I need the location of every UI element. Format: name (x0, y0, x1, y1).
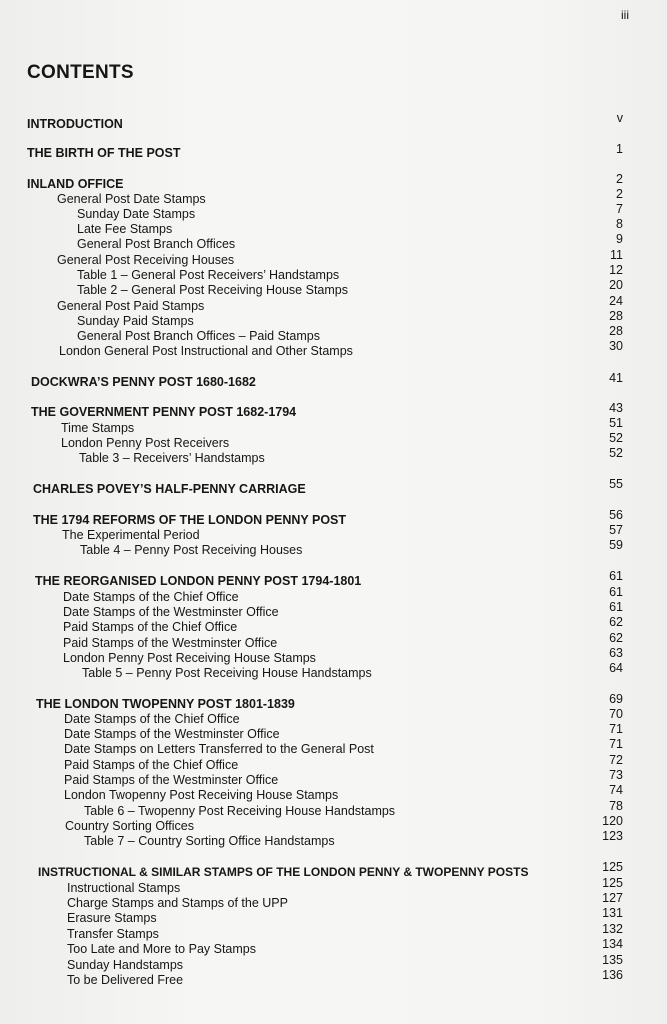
toc-entry-page: 52 (609, 431, 623, 445)
toc-entry-page: 125 (602, 876, 623, 890)
toc-entry-page: 61 (609, 585, 623, 599)
toc-entry-title: Sunday Date Stamps (77, 207, 196, 221)
toc-entry-title: INLAND OFFICE (27, 177, 124, 191)
toc-entry-title: General Post Branch Offices (77, 237, 236, 251)
toc-entry-title: Table 3 – Receivers’ Handstamps (79, 451, 265, 465)
toc-entry-title: General Post Branch Offices – Paid Stamps (77, 329, 320, 343)
toc-entry-page: 73 (609, 768, 623, 782)
toc-entry-page: 51 (609, 416, 623, 430)
toc-entry-title: THE LONDON TWOPENNY POST 1801-1839 (36, 697, 295, 711)
toc-entry-title: Date Stamps of the Westminster Office (63, 605, 279, 619)
toc-entry-page: 64 (609, 661, 623, 675)
toc-entry-title: General Post Receiving Houses (57, 253, 235, 267)
toc-entry-title: Paid Stamps of the Chief Office (64, 758, 239, 772)
toc-entry-title: Table 2 – General Post Receiving House Stamps (77, 283, 348, 297)
toc-entry-title: THE GOVERNMENT PENNY POST 1682-1794 (31, 405, 297, 419)
toc-entry-page: 28 (609, 309, 623, 323)
toc-entry-page: 72 (609, 753, 623, 767)
toc-entry-title: Sunday Handstamps (67, 958, 184, 972)
toc-entry-title: Table 7 – Country Sorting Office Handstamps (84, 834, 335, 848)
toc-entry-title: Table 6 – Twopenny Post Receiving House Handstamps (84, 804, 396, 818)
toc-entry-title: Paid Stamps of the Westminster Office (63, 636, 278, 650)
toc-entry-page: 30 (609, 339, 623, 353)
toc-entry-page: 8 (616, 217, 623, 231)
toc-entry-title: Date Stamps of the Chief Office (64, 712, 240, 726)
toc-entry-title: Table 4 – Penny Post Receiving Houses (80, 543, 303, 557)
toc-entry-title: General Post Paid Stamps (57, 299, 205, 313)
toc-entry-page: 52 (609, 446, 623, 460)
toc-entry-title: Late Fee Stamps (77, 222, 173, 236)
toc-entry-page: 12 (609, 263, 623, 277)
toc-entry-title: DOCKWRA’S PENNY POST 1680-1682 (31, 375, 256, 389)
toc-entry-page: 20 (609, 278, 623, 292)
toc-entry-page: 61 (609, 569, 623, 583)
toc-entry-page: 7 (616, 202, 623, 216)
toc-entry-page: 136 (602, 968, 623, 982)
toc-entry-title: THE REORGANISED LONDON PENNY POST 1794-1801 (35, 574, 362, 588)
toc-entry-page: 24 (609, 294, 623, 308)
toc-entry-page: 74 (609, 783, 623, 797)
toc-entry-title: London General Post Instructional and Other Stamps (59, 344, 353, 358)
toc-entry-title: THE BIRTH OF THE POST (27, 146, 181, 160)
toc-entry-page: 9 (616, 232, 623, 246)
toc-entry-title: Transfer Stamps (67, 927, 159, 941)
toc-entry-title: Date Stamps on Letters Transferred to the General Post (64, 742, 374, 756)
toc-entry-page: 55 (609, 477, 623, 491)
toc-entry-page: 1 (616, 142, 623, 156)
toc-entry-page: 62 (609, 615, 623, 629)
toc-entry-page: 132 (602, 922, 623, 936)
toc-entry-page: 69 (609, 692, 623, 706)
toc-entry-title: Table 1 – General Post Receivers’ Handstamps (77, 268, 340, 282)
toc-entry-title: Time Stamps (61, 421, 135, 435)
toc-entry-page: 63 (609, 646, 623, 660)
toc-entry-title: Too Late and More to Pay Stamps (67, 942, 256, 956)
toc-entry-page: 71 (609, 737, 623, 751)
toc-entry-title: Paid Stamps of the Westminster Office (64, 773, 279, 787)
toc-entry-title: Date Stamps of the Chief Office (63, 590, 239, 604)
toc-entry-title: London Twopenny Post Receiving House Stamps (64, 788, 339, 802)
toc-entry-page: v (616, 111, 623, 125)
toc-entry-page: 2 (616, 187, 623, 201)
toc-entry-page: 127 (602, 891, 623, 905)
toc-entry-page: 61 (609, 600, 623, 614)
toc-entry-page: 62 (609, 631, 623, 645)
toc-entry-page: 78 (609, 799, 623, 813)
toc-entry-page: 11 (610, 248, 623, 262)
toc-entry-title: General Post Date Stamps (57, 192, 206, 206)
toc-entry-title: INTRODUCTION (27, 117, 123, 131)
toc-entry-title: Paid Stamps of the Chief Office (63, 620, 238, 634)
toc-entry-page: 2 (616, 172, 623, 186)
toc-entry-title: The Experimental Period (62, 528, 200, 542)
toc-entry-page: 57 (609, 523, 623, 537)
toc-entry-page: 41 (609, 371, 623, 385)
toc-entry-title: CHARLES POVEY’S HALF-PENNY CARRIAGE (33, 482, 306, 496)
toc-entry-page: 59 (609, 538, 623, 552)
toc-entry-title: INSTRUCTIONAL & SIMILAR STAMPS OF THE LONDON PENNY & TWOPENNY POSTS (38, 865, 529, 879)
toc-entry-title: London Penny Post Receiving House Stamps (63, 651, 316, 665)
toc-entry-page: 70 (609, 707, 623, 721)
contents-title: CONTENTS (27, 62, 134, 83)
toc-entry-page: 131 (602, 906, 623, 920)
toc-entry-title: Country Sorting Offices (65, 819, 194, 833)
toc-entry-title: Table 5 – Penny Post Receiving House Handstamps (82, 666, 372, 680)
toc-entry-page: 56 (609, 508, 623, 522)
toc-entry-title: London Penny Post Receivers (61, 436, 230, 450)
toc-entry-title: Charge Stamps and Stamps of the UPP (67, 896, 288, 910)
toc-entry-page: 135 (602, 953, 623, 967)
page-number: iii (621, 8, 629, 22)
toc-entry-page: 28 (609, 324, 623, 338)
toc-entry-title: Instructional Stamps (67, 881, 181, 895)
toc-entry-title: To be Delivered Free (67, 973, 184, 987)
toc-entry-title: Sunday Paid Stamps (77, 314, 194, 328)
toc-entry-title: Erasure Stamps (67, 911, 157, 925)
toc-entry-page: 125 (602, 860, 623, 874)
toc-entry-page: 43 (609, 401, 623, 415)
toc-entry-title: THE 1794 REFORMS OF THE LONDON PENNY POST (33, 513, 347, 527)
toc-entry-page: 134 (602, 937, 623, 951)
toc-entry-page: 120 (602, 814, 623, 828)
toc-entry-page: 71 (609, 722, 623, 736)
toc-entry-page: 123 (602, 829, 623, 843)
toc-entry-title: Date Stamps of the Westminster Office (64, 727, 280, 741)
